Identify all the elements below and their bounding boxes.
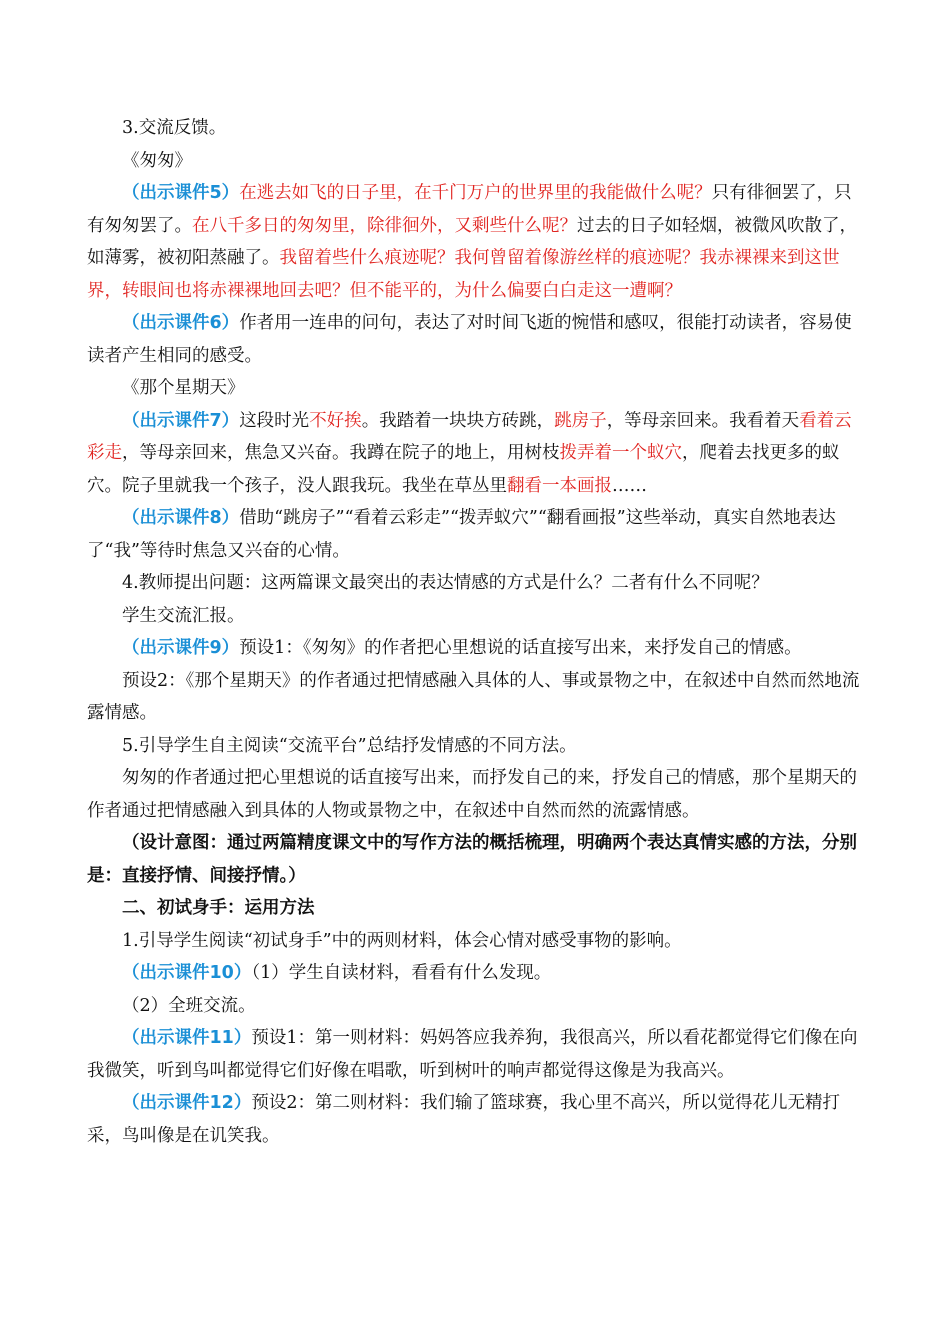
- plain-text: ，等母亲回来。我看着天: [606, 410, 800, 431]
- step-5-paragraph: 5.引导学生自主阅读“交流平台”总结抒发情感的不同方法。: [122, 735, 577, 756]
- student-report: 学生交流汇报。: [122, 605, 245, 626]
- section-heading-2: 二、初试身手：运用方法: [122, 898, 315, 918]
- design-intent-note: （设计意图：通过两篇精度课文中的写作方法的概括梳理，明确两个表达真情实感的方法，分别是：直接抒情、间接抒情。）: [87, 833, 857, 886]
- plain-text: 这段时光: [239, 410, 310, 431]
- text-title-congcong: 《匆匆》: [122, 150, 192, 171]
- highlight-text: 在逃去如飞的日子里，在千门万户的世界里的我能做什么呢？: [239, 183, 712, 203]
- highlight-text: 不好挨: [309, 410, 362, 431]
- summary-paragraph: 匆匆的作者通过把心里想说的话直接写出来，而抒发自己的来，抒发自己的情感，那个星期天的作者通过把情感融入到具体的人物或景物之中，在叙述中自然而然的流露情感。: [87, 768, 857, 821]
- plain-text: 预设2：第二则材料：我们输了篮球赛，我心里不高兴，所以觉得花儿无精打采，鸟叫像是在讥笑我。: [87, 1093, 840, 1146]
- slide-cue: （出示课件11）: [122, 1028, 252, 1048]
- plain-text: 只有徘徊罢了，只有匆匆罢了。: [87, 183, 852, 236]
- slide-9-paragraph: [87, 632, 865, 665]
- slide-8-paragraph: [87, 502, 865, 567]
- plain-text: ，等母亲回来，焦急又兴奋。我蹲在院子的地上，用树枝: [122, 443, 560, 463]
- highlight-text: 看着云彩走: [87, 410, 852, 463]
- plain-text: ，爬着去找更多的蚁穴。院子里就我一个孩子，没人跟我玩。我坐在草丛里: [87, 443, 840, 496]
- slide-7-paragraph: [87, 405, 865, 503]
- plain-text: 预设1：《匆匆》的作者把心里想说的话直接写出来，来抒发自己的情感。: [239, 638, 802, 658]
- slide-cue: （出示课件7）: [122, 410, 240, 431]
- step-1-paragraph: 1.引导学生阅读“初试身手”中的两则材料，体会心情对感受事物的影响。: [122, 930, 682, 951]
- step-3-heading: 3.交流反馈。: [122, 118, 227, 138]
- lesson-content: [87, 112, 865, 1152]
- slide-cue: （出示课件10）: [122, 963, 252, 983]
- plain-text: 过去的日子如轻烟，被微风吹散了，如薄雾，被初阳蒸融了。: [87, 215, 857, 268]
- highlight-text: 跳房子: [554, 410, 607, 431]
- highlight-text: 翻看一本画报: [507, 475, 612, 496]
- highlight-text: 拨弄着一个蚁穴: [559, 443, 682, 463]
- slide-12-paragraph: [87, 1087, 865, 1152]
- slide-5-paragraph: [87, 177, 865, 307]
- slide-cue: （出示课件6）: [122, 313, 240, 333]
- slide-cue: （出示课件9）: [122, 638, 240, 658]
- plain-text: （1）学生自读材料，看看有什么发现。: [251, 963, 552, 983]
- plain-text: 借助“跳房子”“看着云彩走”“拨弄蚁穴”“翻看画报”这些举动，真实自然地表达了“我”等待时焦急又兴奋的心情。: [87, 508, 836, 561]
- slide-cue: （出示课件8）: [122, 508, 240, 528]
- step-4-question: 4.教师提出问题：这两篇课文最突出的表达情感的方式是什么？二者有什么不同呢？: [122, 573, 769, 593]
- slide-cue: （出示课件12）: [122, 1093, 252, 1113]
- plain-text: 预设1：第一则材料：妈妈答应我养狗，我很高兴，所以看花都觉得它们像在向我微笑，听到鸟叫都觉得它们好像在唱歌，听到树叶的响声都觉得这像是为我高兴。: [87, 1028, 858, 1081]
- plain-text: 作者用一连串的问句，表达了对时间飞逝的惋惜和感叹，很能打动读者，容易使读者产生相同的感受。: [87, 313, 852, 366]
- highlight-text: 在八千多日的匆匆里，除徘徊外，又剩些什么呢？: [192, 215, 577, 236]
- plain-text: 。我踏着一块块方砖跳，: [361, 410, 555, 431]
- text-title-sunday: 《那个星期天》: [122, 378, 245, 398]
- preset-2-paragraph: 预设2：《那个星期天》的作者通过把情感融入具体的人、事或景物之中，在叙述中自然而然地流露情感。: [87, 670, 860, 723]
- slide-11-paragraph: [87, 1022, 865, 1087]
- plain-text: ……: [612, 475, 647, 496]
- highlight-text: 我留着些什么痕迹呢？我何曾留着像游丝样的痕迹呢？我赤裸裸来到这世界，转眼间也将赤裸裸地回去吧？但不能平的，为什么偏要白白走这一遭啊？: [87, 248, 840, 301]
- slide-cue: （出示课件5）: [122, 183, 240, 203]
- class-discussion: （2）全班交流。: [122, 995, 256, 1016]
- slide-10-paragraph: [87, 957, 865, 990]
- slide-6-paragraph: [87, 307, 865, 372]
